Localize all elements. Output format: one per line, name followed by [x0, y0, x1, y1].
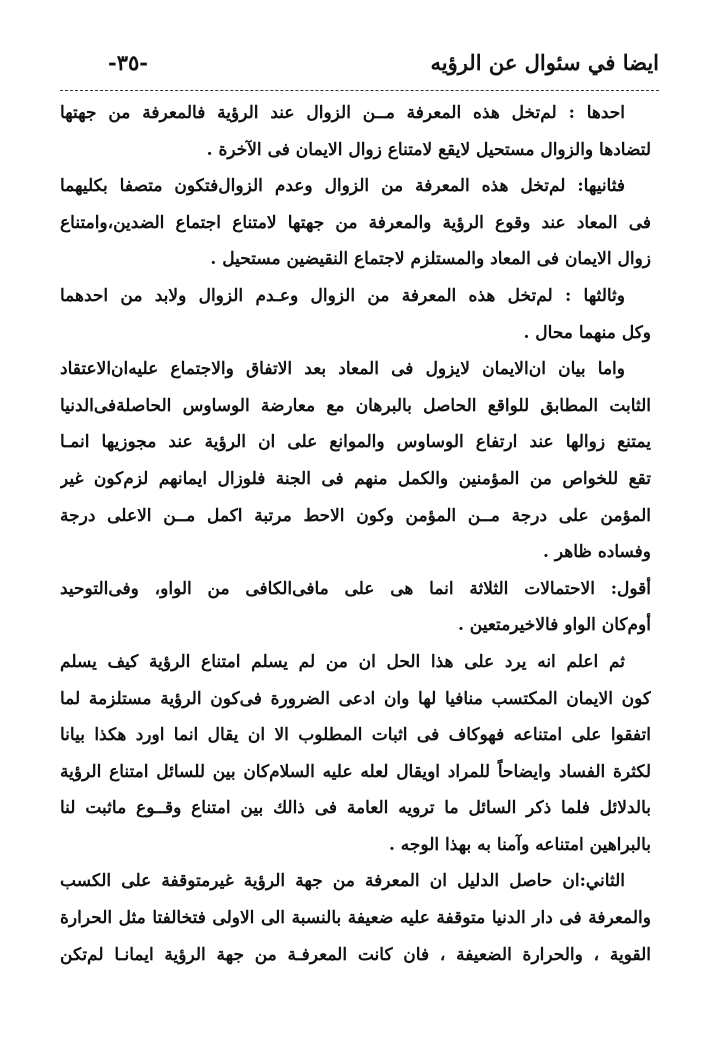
page-number: -٣٥-	[108, 50, 148, 75]
text-line: أوم‌كان الواو فالاخيرمتعين .	[457, 615, 651, 636]
text-line: كون الايمان المكتسب منافيا لها وان ادعى الضرورة فى‌كون الرؤية مستلزمة لما	[60, 688, 651, 709]
text-line: الثاني:ان حاصل الدليل ان المعرفة من جهة الرؤية غيرمتوقفة على الكسب	[60, 871, 625, 892]
text-line: فى المعاد عند وقوع الرؤية والمعرفة من جهتها لامتناع اجتماع الضدين،وامتناع	[60, 212, 651, 233]
text-line: ثم اعلم انه يرد على هذا الحل ان من لم يسلم امتناع الرؤية كيف يسلم	[60, 651, 625, 672]
text-line: القوية ، والحرارة الضعيفة ، فان كانت المعرفـة من جهة الرؤية ايمانـا لم‌تكن	[60, 944, 651, 965]
text-line: يمتنع زوالها عند ارتفاع الوساوس والموانع على ان الرؤية عند مجوزيها انمـا	[60, 432, 651, 453]
text-line: فثانيها: لم‌تخل هذه المعرفة من الزوال وعدم الزوال‌فتكون متصفا بكليهما	[60, 176, 625, 197]
text-line: زوال الايمان فى المعاد والمستلزم لاجتماع النقيضين مستحيل .	[210, 249, 651, 270]
page-header	[60, 50, 659, 86]
body-text	[60, 95, 651, 973]
text-line: الثابت المطابق للواقع الحاصل بالبرهان مع معارضة الوساوس الحاصلةفى‌الدنيا	[60, 395, 651, 416]
text-line: أقول: الاحتمالات الثلاثة انما هى على مافى‌الكافى من الواو، وفى‌التوحيد	[60, 578, 651, 599]
text-line: تقع للخواص من المؤمنين والكمل منهم فى الجنة فلوزال ايمانهم لزم‌كون غير	[60, 468, 651, 489]
running-title: ايضا في سئوال عن الرؤيه	[430, 50, 659, 75]
text-line: وكل منهما محال .	[523, 322, 651, 343]
text-line: احدها : لم‌تخل هذه المعرفة مــن الزوال عند الرؤية فالمعرفة من جهتها	[60, 103, 625, 123]
text-line: لكثرة الفساد وايضاحاً للمراد اويقال لعله عليه السلام‌كان بين للسائل امتناع الرؤية	[60, 761, 651, 782]
text-line: بالبراهين امتناعه وآمنا به بهذا الوجه .	[388, 834, 651, 855]
text-line: بالدلائل فلما ذكر السائل ما ترويه العامة فى ذالك بين امتناع وقــوع ماثبت لنا	[60, 798, 651, 819]
text-line: وثالثها : لم‌تخل هذه المعرفة من الزوال وعـدم الزوال ولابد من احدهما	[60, 285, 625, 306]
text-line: وفساده ظاهر .	[543, 542, 651, 563]
text-line: لتضادها والزوال مستحيل لايقع لامتناع زوال الايمان فى الآخرة .	[206, 139, 651, 160]
header-divider	[60, 90, 659, 91]
text-line: المؤمن على درجة مــن المؤمن وكون الاحط مرتبة اكمل مــن الاعلى درجة	[60, 505, 651, 526]
text-line: اتفقوا على امتناعه فهوكاف فى اثبات المطلوب الا ان يقال انما اورد هكذا بيانا	[60, 725, 651, 746]
text-line: واما بيان ان‌الايمان لايزول فى المعاد بعد الاتفاق والاجتماع عليه‌ان‌الاعتقاد	[60, 359, 625, 380]
text-line: والمعرفة فى دار الدنيا متوقفة عليه ضعيفة بالنسبة الى الاولى فتخالفتا مثل الحرارة	[60, 908, 651, 929]
